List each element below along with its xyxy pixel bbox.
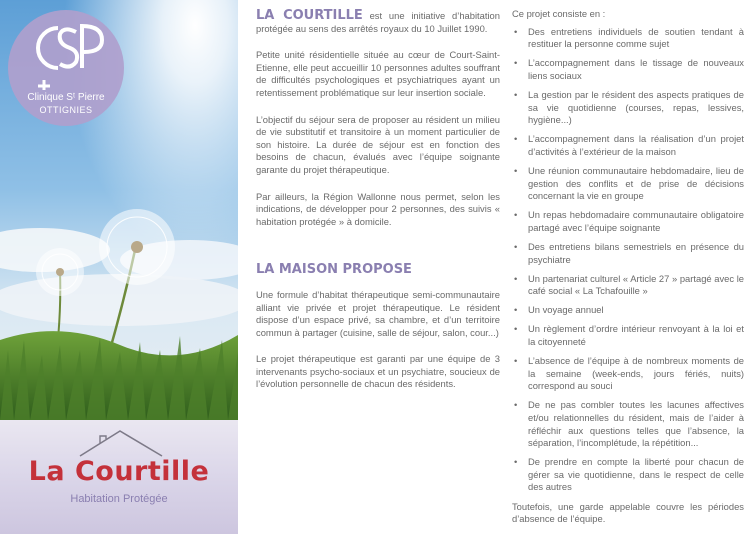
brand-title: La Courtille xyxy=(28,456,210,487)
list-item: • De ne pas combler toutes les lacunes affectives et/ou relationnelles du résident, mais de l’aider à réfléchir aux questions telles que l’absence, la séparation, l’incomplétude, la répétition... xyxy=(512,399,744,449)
section-maison-propose xyxy=(256,264,500,391)
cover-panel xyxy=(0,0,238,534)
intro-text: est une initiative d’habitation protégée au sens des arrêtés royaux du 10 Juillet 1990. xyxy=(256,10,500,34)
list-item: • Une réunion communautaire hebdomadaire, lieu de gestion des conflits et de prise de décisions concernant la vie en groupe xyxy=(512,165,744,203)
list-item: • L’accompagnement dans le tissage de nouveaux liens sociaux xyxy=(512,57,744,82)
clinic-logo xyxy=(8,10,124,126)
list-item: • De prendre en compte la liberté pour chacun de gérer sa vie quotidienne, dans le respect de celle des autres xyxy=(512,456,744,494)
intro-paragraph xyxy=(256,10,500,35)
list-item: • Un voyage annuel xyxy=(512,304,744,317)
project-intro: Ce projet consiste en : xyxy=(512,8,606,19)
list-item: • La gestion par le résident des aspects pratiques de sa vie quotidienne (courses, repas, lessives, hygiène...) xyxy=(512,89,744,127)
list-item: • Des entretiens individuels de soutien tendant à restituer la personne comme sujet xyxy=(512,26,744,51)
project-list xyxy=(512,26,744,494)
list-item: • Un règlement d’ordre intérieur renvoyant à la loi et la citoyenneté xyxy=(512,323,744,348)
house-outline-icon xyxy=(76,428,166,458)
paragraph-region: Par ailleurs, la Région Wallonne nous permet, selon les indications, de développer pour 2 personnes, des suivis « habitation protégée » à domicile. xyxy=(256,190,500,227)
section2-heading: LA MAISON PROPOSE xyxy=(256,262,412,278)
column-intro xyxy=(256,10,500,405)
brand-subtitle: Habitation Protégée xyxy=(70,493,168,505)
clinic-name: Clinique Sᵗ Pierre xyxy=(27,92,105,103)
list-item: • L’absence de l’équipe à de nombreux moments de la semaine (week-ends, jours fériés, nuits) correspond au souci xyxy=(512,355,744,393)
section2-paragraph-formule: Une formule d’habitat thérapeutique semi-communautaire alliant vie privée et projet thérapeutique. Le résident dispose d’un espace privé, sa chambre, et d’un territoire commun à partager (cuisine, salle de séjour, salon, cour...) xyxy=(256,288,500,338)
clinic-city: OTTIGNIES xyxy=(39,105,93,115)
list-item: • Un repas hebdomadaire communautaire obligatoire partagé avec l’équipe soignante xyxy=(512,209,744,234)
project-footer: Toutefois, une garde appelable couvre les périodes d’absence de l’équipe. xyxy=(512,500,744,525)
list-item: • L’accompagnement dans la réalisation d’un projet d’activités à l’extérieur de la maison xyxy=(512,133,744,158)
paragraph-objective: L’objectif du séjour sera de proposer au résident un milieu de vie substitutif et transitoire à un moment particulier de son histoire. La durée de séjour est en fonction des besoins de chacun, évalués avec l’équipe soignante garante du projet thérapeutique. xyxy=(256,113,500,175)
list-item: • Un partenariat culturel « Article 27 » partagé avec le café social « La Tchafouille » xyxy=(512,273,744,298)
intro-heading: LA COURTILLE xyxy=(256,8,363,23)
csp-monogram-icon xyxy=(8,10,124,90)
section2-paragraph-equipe: Le projet thérapeutique est garanti par une équipe de 3 intervenants psycho-sociaux et un psychiatre, soucieux de l’évolution personnelle de chacun des résidents. xyxy=(256,353,500,390)
paragraph-location: Petite unité résidentielle située au cœur de Court-Saint-Etienne, elle peut accueillir 10 personnes adultes souffrant de difficultés psychologiques et psychiatriques ayant un retentissement problématique sur leur insertion sociale. xyxy=(256,49,500,98)
list-item: • Des entretiens bilans semestriels en présence du psychiatre xyxy=(512,241,744,266)
column-project xyxy=(512,8,744,540)
